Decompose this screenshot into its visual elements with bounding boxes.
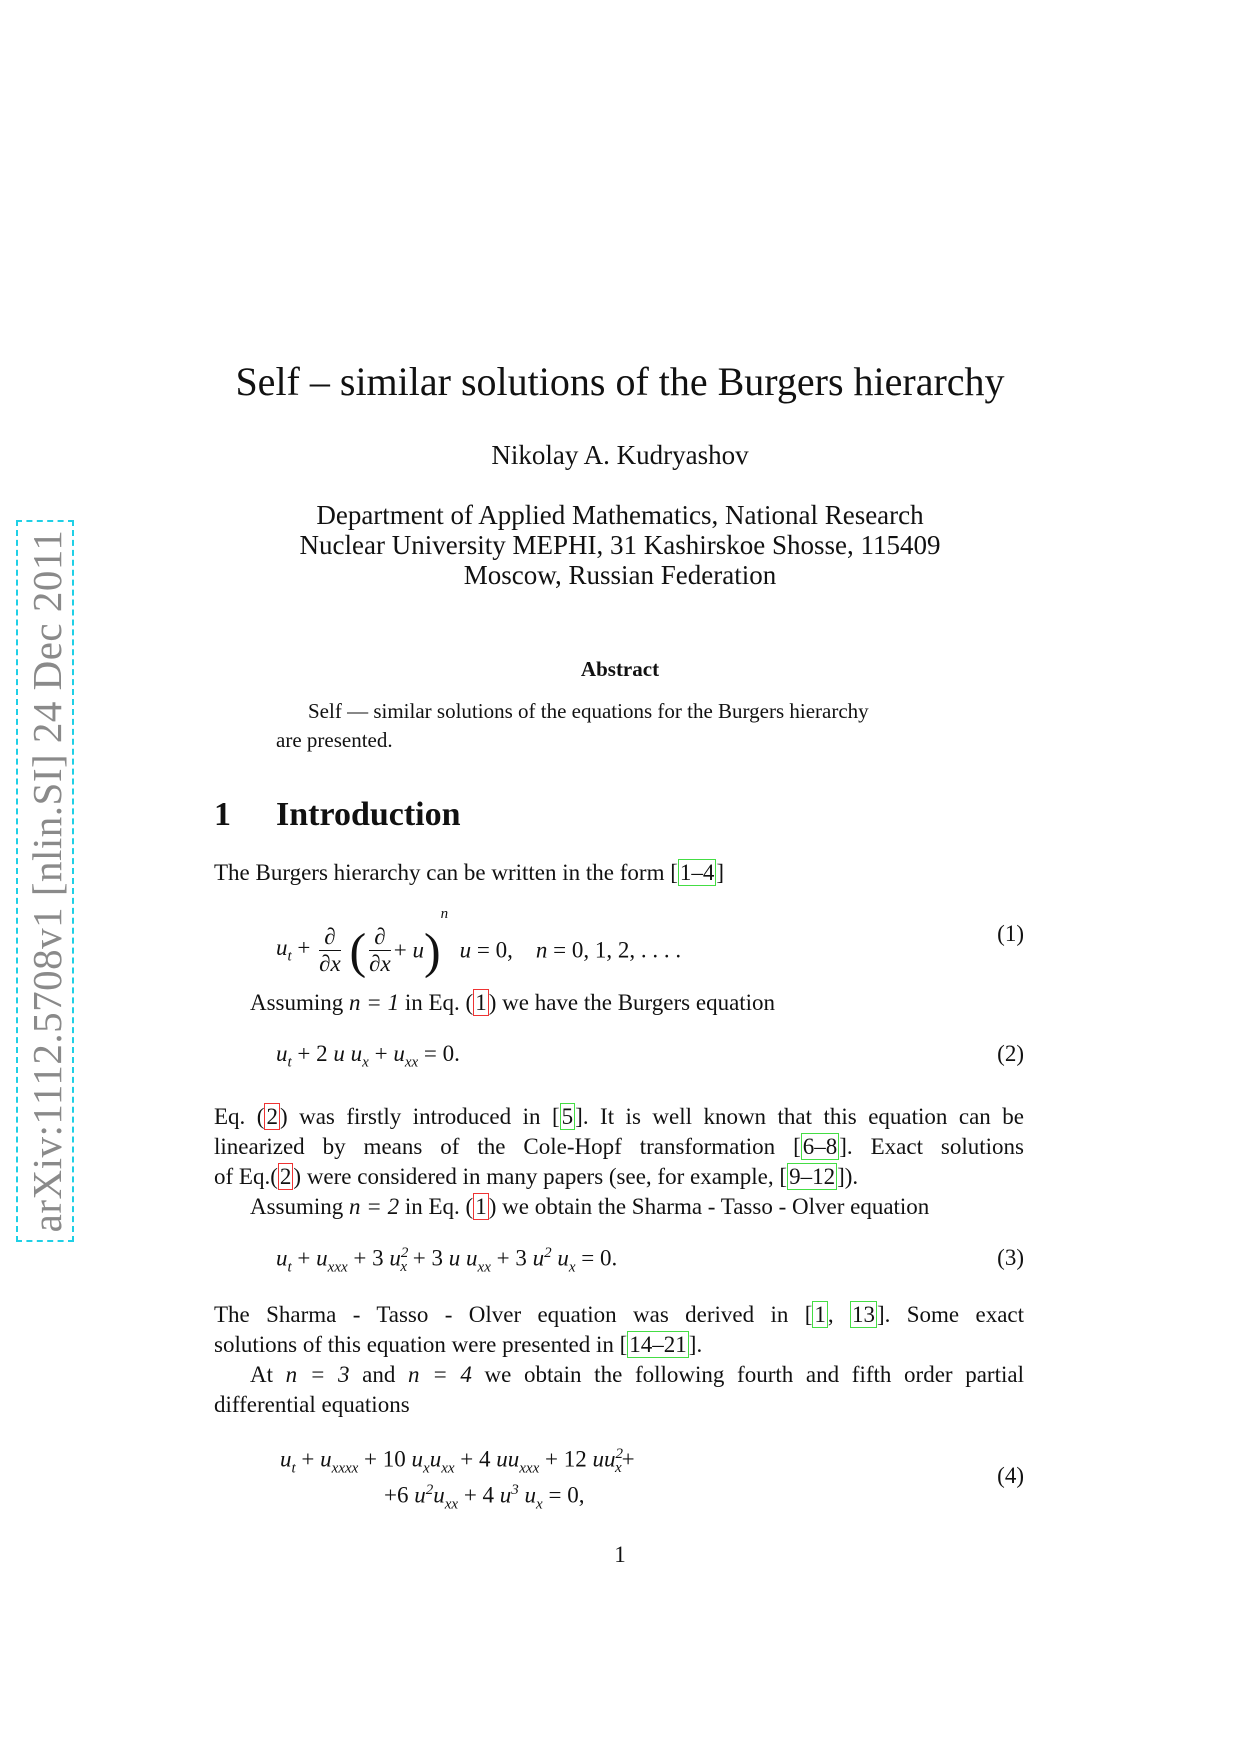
- equation-ref-link[interactable]: 2: [279, 1164, 292, 1189]
- paragraph-line: differential equations: [214, 1392, 410, 1417]
- equation-number: (4): [997, 1463, 1024, 1488]
- abstract-line-2: are presented.: [276, 728, 393, 752]
- equation-number: (3): [997, 1245, 1024, 1270]
- equation-2: $u_t + 2$ u $u_x + u_{xx} = 0$.: [276, 1041, 460, 1071]
- intro-paragraph: The Burgers hierarchy can be written in the form [1–4]: [214, 860, 725, 885]
- citation-link[interactable]: 1: [814, 1302, 826, 1327]
- paper-title: Self – similar solutions of the Burgers hierarchy: [235, 359, 1005, 404]
- equation-ref-link[interactable]: 2: [266, 1104, 278, 1129]
- paragraph-line: At n = 3 and n = 4 we obtain the following fourth and fifth order partial: [250, 1362, 1024, 1387]
- paragraph-line: Eq. (2) was firstly introduced in [5]. It is well known that this equation can be: [214, 1104, 1024, 1129]
- citation-link[interactable]: 5: [561, 1104, 574, 1129]
- paragraph-assume-n2: Assuming n = 2 in Eq. (1) we obtain the Sharma - Tasso - Olver equation: [250, 1194, 930, 1219]
- paragraph-line: The Sharma - Tasso - Olver equation was derived in [1, 13]. Some exact: [214, 1302, 1025, 1327]
- equation-4-line-1: $u_t + u_{xxxx} + 10$ $u_xu_{xx} + 4$ $uu_{xxx} + 12$ $uu^2_x+$: [280, 1446, 635, 1477]
- equation-ref-link[interactable]: 1: [475, 1194, 487, 1219]
- affiliation-line-2: Nuclear University MEPHI, 31 Kashirskoe Shosse, 115409: [299, 530, 941, 560]
- equation-4-line-2: +6 $u^2u_{xx} + 4$ $u^3$ $u_x = 0$,: [384, 1482, 585, 1513]
- equation-ref-link[interactable]: 1: [475, 990, 487, 1015]
- abstract-heading: Abstract: [580, 657, 660, 681]
- equation-1: $u_t$ + $\frac{\partial}{\partial x}$ ( $\frac{\partial}{\partial x}$ + u)$^n$ u = 0, n = 0, 1, 2, . . . .: [276, 906, 682, 979]
- section-title: Introduction: [276, 796, 461, 833]
- affiliation-line-3: Moscow, Russian Federation: [463, 560, 777, 590]
- paragraph-line: linearized by means of the Cole-Hopf transformation [6–8]. Exact solutions: [214, 1134, 1024, 1159]
- equation-3: $u_t + u_{xxx} + 3$ $u^2_x + 3$ u $u_{xx} + 3$ $u^2$ $u_x = 0$.: [276, 1245, 618, 1276]
- equation-number: (2): [997, 1041, 1024, 1066]
- affiliation-line-1: Department of Applied Mathematics, National Research: [316, 500, 924, 530]
- citation-link[interactable]: 1–4: [679, 860, 715, 885]
- citation-link[interactable]: 13: [851, 1302, 875, 1327]
- abstract-body: [276, 697, 976, 755]
- abstract-line-1: Self — similar solutions of the equations for the Burgers hierarchy: [308, 699, 869, 723]
- section-heading: [214, 796, 461, 834]
- affiliation: [0, 500, 1240, 590]
- citation-link[interactable]: 6–8: [802, 1134, 838, 1159]
- paragraph-assume-n1: Assuming n = 1 in Eq. (1) we have the Burgers equation: [250, 990, 776, 1015]
- section-number: 1: [214, 796, 231, 833]
- arxiv-stamp: arXiv:1112.5708v1 [nlin.SI] 24 Dec 2011: [24, 529, 70, 1233]
- page-number: 1: [614, 1542, 626, 1567]
- citation-link[interactable]: 14–21: [629, 1332, 687, 1357]
- paragraph-line: solutions of this equation were presented in [14–21].: [214, 1332, 703, 1357]
- paragraph-line: of Eq.(2) were considered in many papers (see, for example, [9–12]).: [214, 1164, 859, 1189]
- citation-link[interactable]: 9–12: [789, 1164, 836, 1189]
- author-name: Nikolay A. Kudryashov: [491, 440, 749, 470]
- equation-number: (1): [997, 921, 1024, 946]
